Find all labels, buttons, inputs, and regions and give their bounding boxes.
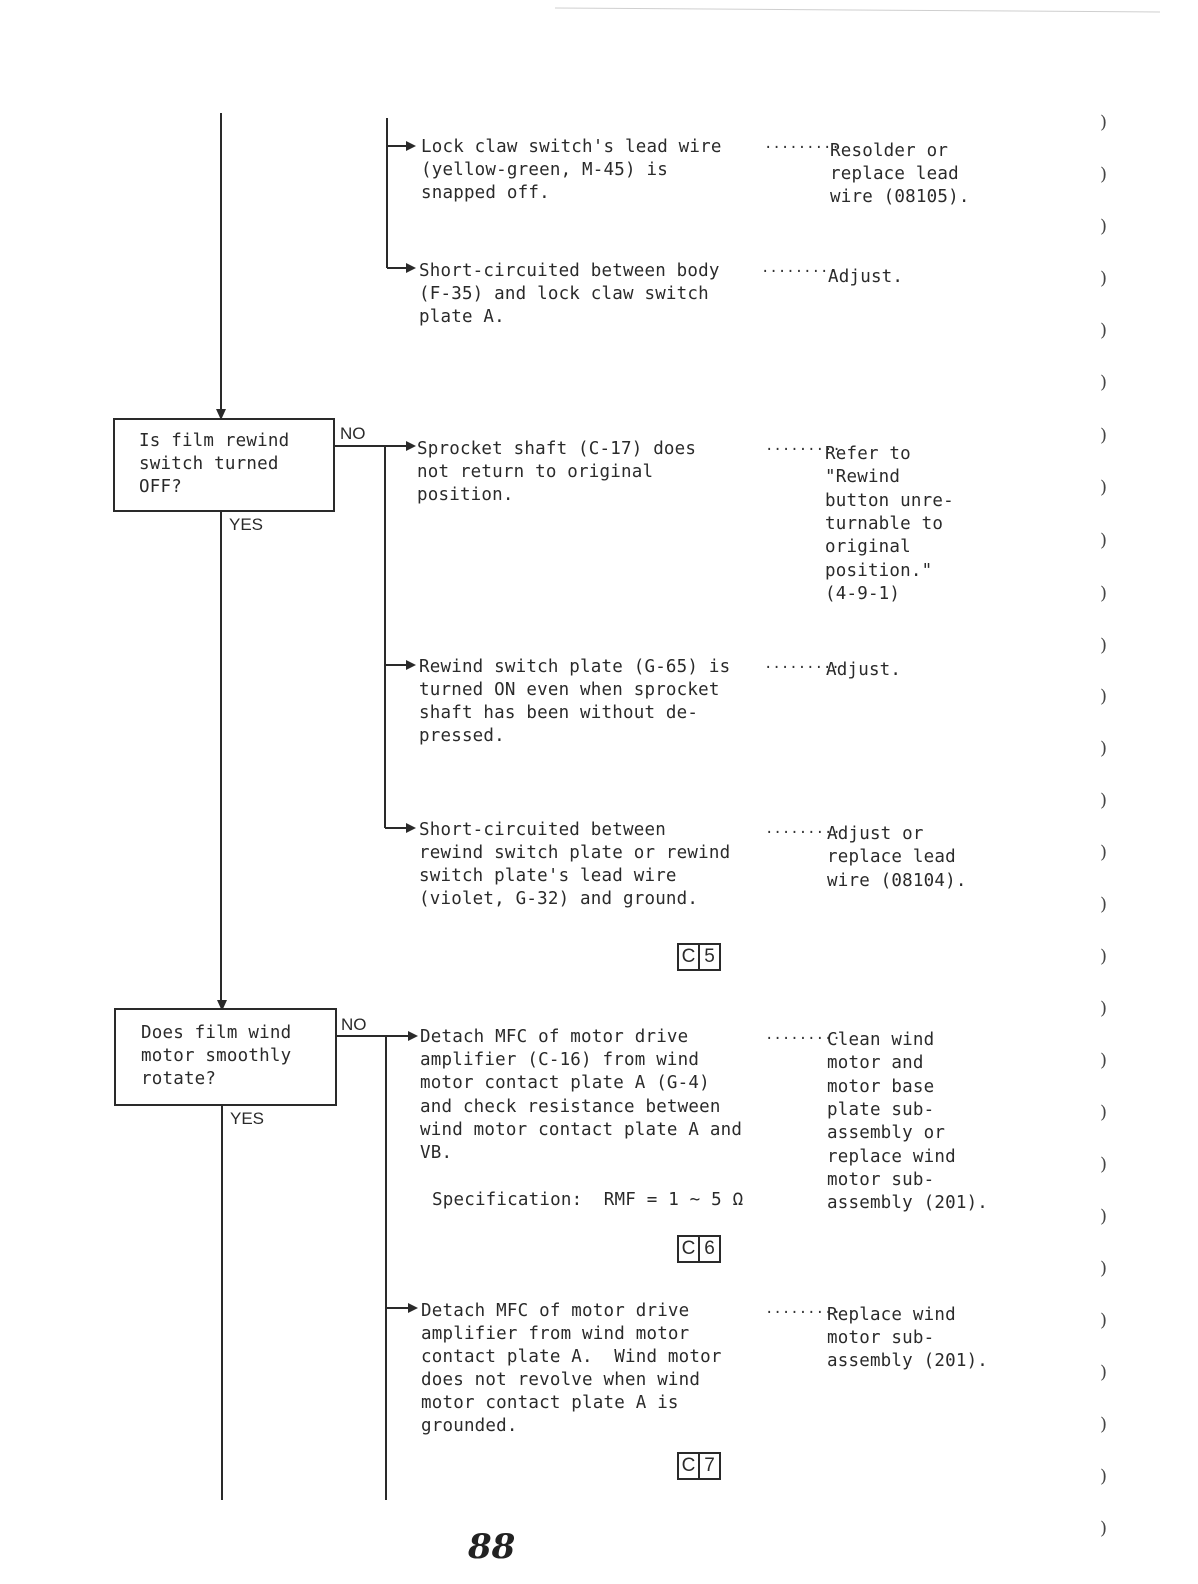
cause-line: Short-circuited between body <box>419 261 720 281</box>
remedy-line: turnable to <box>825 514 944 534</box>
remedy-line: replace lead <box>830 164 959 184</box>
remedy-line: Adjust. <box>826 660 902 680</box>
remedy-line: motor sub- <box>827 1328 935 1348</box>
margin-mark: ) <box>1100 583 1108 604</box>
ref-letter: C <box>681 1455 696 1476</box>
cause-line: contact plate A. Wind motor <box>421 1347 722 1367</box>
cause-line: and check resistance between <box>420 1097 721 1117</box>
margin-mark: ) <box>1100 635 1108 656</box>
ref-letter: C <box>681 946 696 967</box>
margin-mark: ) <box>1100 894 1108 915</box>
margin-mark: ) <box>1100 372 1108 393</box>
specification: Specification: RMF = 1 ~ 5 Ω <box>432 1190 744 1210</box>
cause-line: not return to original <box>417 462 654 482</box>
cause-line: snapped off. <box>421 183 550 203</box>
arrow-head <box>406 141 416 151</box>
remedy-line: Refer to <box>825 444 911 464</box>
margin-mark: ) <box>1100 1414 1108 1435</box>
remedy-line: original <box>825 537 911 557</box>
ref-box-c7 <box>677 1452 721 1480</box>
question-line: Is film rewind <box>139 431 290 451</box>
ref-box-c6 <box>677 1235 721 1263</box>
page-number: 88 <box>468 1527 516 1567</box>
remedy-line: replace wind <box>827 1147 956 1167</box>
question-line: switch turned <box>139 454 279 474</box>
remedy-line: "Rewind <box>825 467 901 487</box>
remedy-line: motor and <box>827 1053 924 1073</box>
leader-dots: ········· <box>761 264 837 280</box>
cause-line: amplifier (C-16) from wind <box>420 1050 700 1070</box>
margin-mark: ) <box>1100 1310 1108 1331</box>
cause-line: Rewind switch plate (G-65) is <box>419 657 731 677</box>
leader-dots: ········· <box>764 140 840 156</box>
cause-line: Sprocket shaft (C-17) does <box>417 439 697 459</box>
margin-mark: ) <box>1100 530 1108 551</box>
arrow-head <box>408 1303 418 1313</box>
margin-mark: ) <box>1100 1518 1108 1539</box>
margin-mark: ) <box>1100 998 1108 1019</box>
margin-mark: ) <box>1100 477 1108 498</box>
margin-mark: ) <box>1100 738 1108 759</box>
remedy-line: assembly (201). <box>827 1351 989 1371</box>
arrow-head <box>406 441 416 451</box>
yes-label: YES <box>230 1109 265 1128</box>
ref-letter: C <box>681 1238 696 1259</box>
margin-mark: ) <box>1100 1258 1108 1279</box>
remedy-line: position." <box>825 561 933 581</box>
cause-line: Lock claw switch's lead wire <box>421 137 722 157</box>
arrow-head <box>406 823 416 833</box>
remedy-line: replace lead <box>827 847 956 867</box>
margin-mark: ) <box>1100 1154 1108 1175</box>
remedy-line: plate sub- <box>827 1100 935 1120</box>
cause-line: wind motor contact plate A and <box>420 1120 743 1140</box>
cause-line: motor contact plate A is <box>421 1393 679 1413</box>
cause-line: plate A. <box>419 307 505 327</box>
margin-mark: ) <box>1100 320 1108 341</box>
cause-line: shaft has been without de- <box>419 703 699 723</box>
ref-number: 6 <box>698 1237 719 1261</box>
remedy-line: Adjust. <box>828 267 904 287</box>
decision-box-rewind-switch <box>113 418 335 512</box>
cause-line: amplifier from wind motor <box>421 1324 690 1344</box>
margin-mark: ) <box>1100 1466 1108 1487</box>
leader-dots: ········· <box>765 1031 841 1047</box>
cause-line: does not revolve when wind <box>421 1370 701 1390</box>
margin-mark: ) <box>1100 425 1108 446</box>
remedy-line: wire (08105). <box>830 187 970 207</box>
cause-line: turned ON even when sprocket <box>419 680 720 700</box>
cause-line: Short-circuited between <box>419 820 666 840</box>
arrow-head <box>408 1031 418 1041</box>
cause-line: motor contact plate A (G-4) <box>420 1073 710 1093</box>
no-label: NO <box>340 424 366 443</box>
remedy-line: Replace wind <box>827 1305 956 1325</box>
cause-line: (violet, G-32) and ground. <box>419 889 699 909</box>
leader-dots: ········· <box>765 825 841 841</box>
margin-mark: ) <box>1100 686 1108 707</box>
cause-line: pressed. <box>419 726 505 746</box>
cause-line: switch plate's lead wire <box>419 866 677 886</box>
cause-line: (F-35) and lock claw switch <box>419 284 709 304</box>
margin-mark: ) <box>1100 1206 1108 1227</box>
cause-line: grounded. <box>421 1416 518 1436</box>
arrow-head <box>406 660 416 670</box>
cause-line: VB. <box>420 1143 453 1163</box>
remedy-line: assembly or <box>827 1123 946 1143</box>
remedy-line: button unre- <box>825 491 954 511</box>
question-line: rotate? <box>141 1069 217 1089</box>
arrow-head <box>406 263 416 273</box>
remedy-line: (4-9-1) <box>825 584 901 604</box>
margin-mark: ) <box>1100 1362 1108 1383</box>
margin-mark: ) <box>1100 112 1108 133</box>
ref-box-c5 <box>677 943 721 971</box>
leader-dots: ········· <box>765 442 841 458</box>
margin-mark: ) <box>1100 268 1108 289</box>
question-line: OFF? <box>139 477 182 497</box>
remedy-line: Resolder or <box>830 141 949 161</box>
ref-number: 7 <box>698 1454 719 1478</box>
remedy-line: wire (08104). <box>827 871 967 891</box>
margin-mark: ) <box>1100 164 1108 185</box>
margin-mark: ) <box>1100 790 1108 811</box>
margin-mark: ) <box>1100 216 1108 237</box>
remedy-line: motor base <box>827 1077 935 1097</box>
question-line: Does film wind <box>141 1023 292 1043</box>
cause-line: Detach MFC of motor drive <box>421 1301 690 1321</box>
cause-line: Detach MFC of motor drive <box>420 1027 689 1047</box>
margin-mark: ) <box>1100 842 1108 863</box>
no-label: NO <box>341 1015 367 1034</box>
ref-number: 5 <box>698 945 719 969</box>
remedy-line: Adjust or <box>827 824 924 844</box>
remedy-line: motor sub- <box>827 1170 935 1190</box>
leader-dots: ········· <box>764 660 840 676</box>
margin-mark: ) <box>1100 1050 1108 1071</box>
leader-dots: ········· <box>765 1305 841 1321</box>
margin-mark: ) <box>1100 946 1108 967</box>
decision-box-wind-motor <box>114 1008 337 1106</box>
margin-mark: ) <box>1100 1102 1108 1123</box>
remedy-line: assembly (201). <box>827 1193 989 1213</box>
question-line: motor smoothly <box>141 1046 292 1066</box>
cause-line: position. <box>417 485 514 505</box>
cause-line: (yellow-green, M-45) is <box>421 160 668 180</box>
cause-line: rewind switch plate or rewind <box>419 843 731 863</box>
remedy-line: Clean wind <box>827 1030 935 1050</box>
yes-label: YES <box>229 515 264 534</box>
